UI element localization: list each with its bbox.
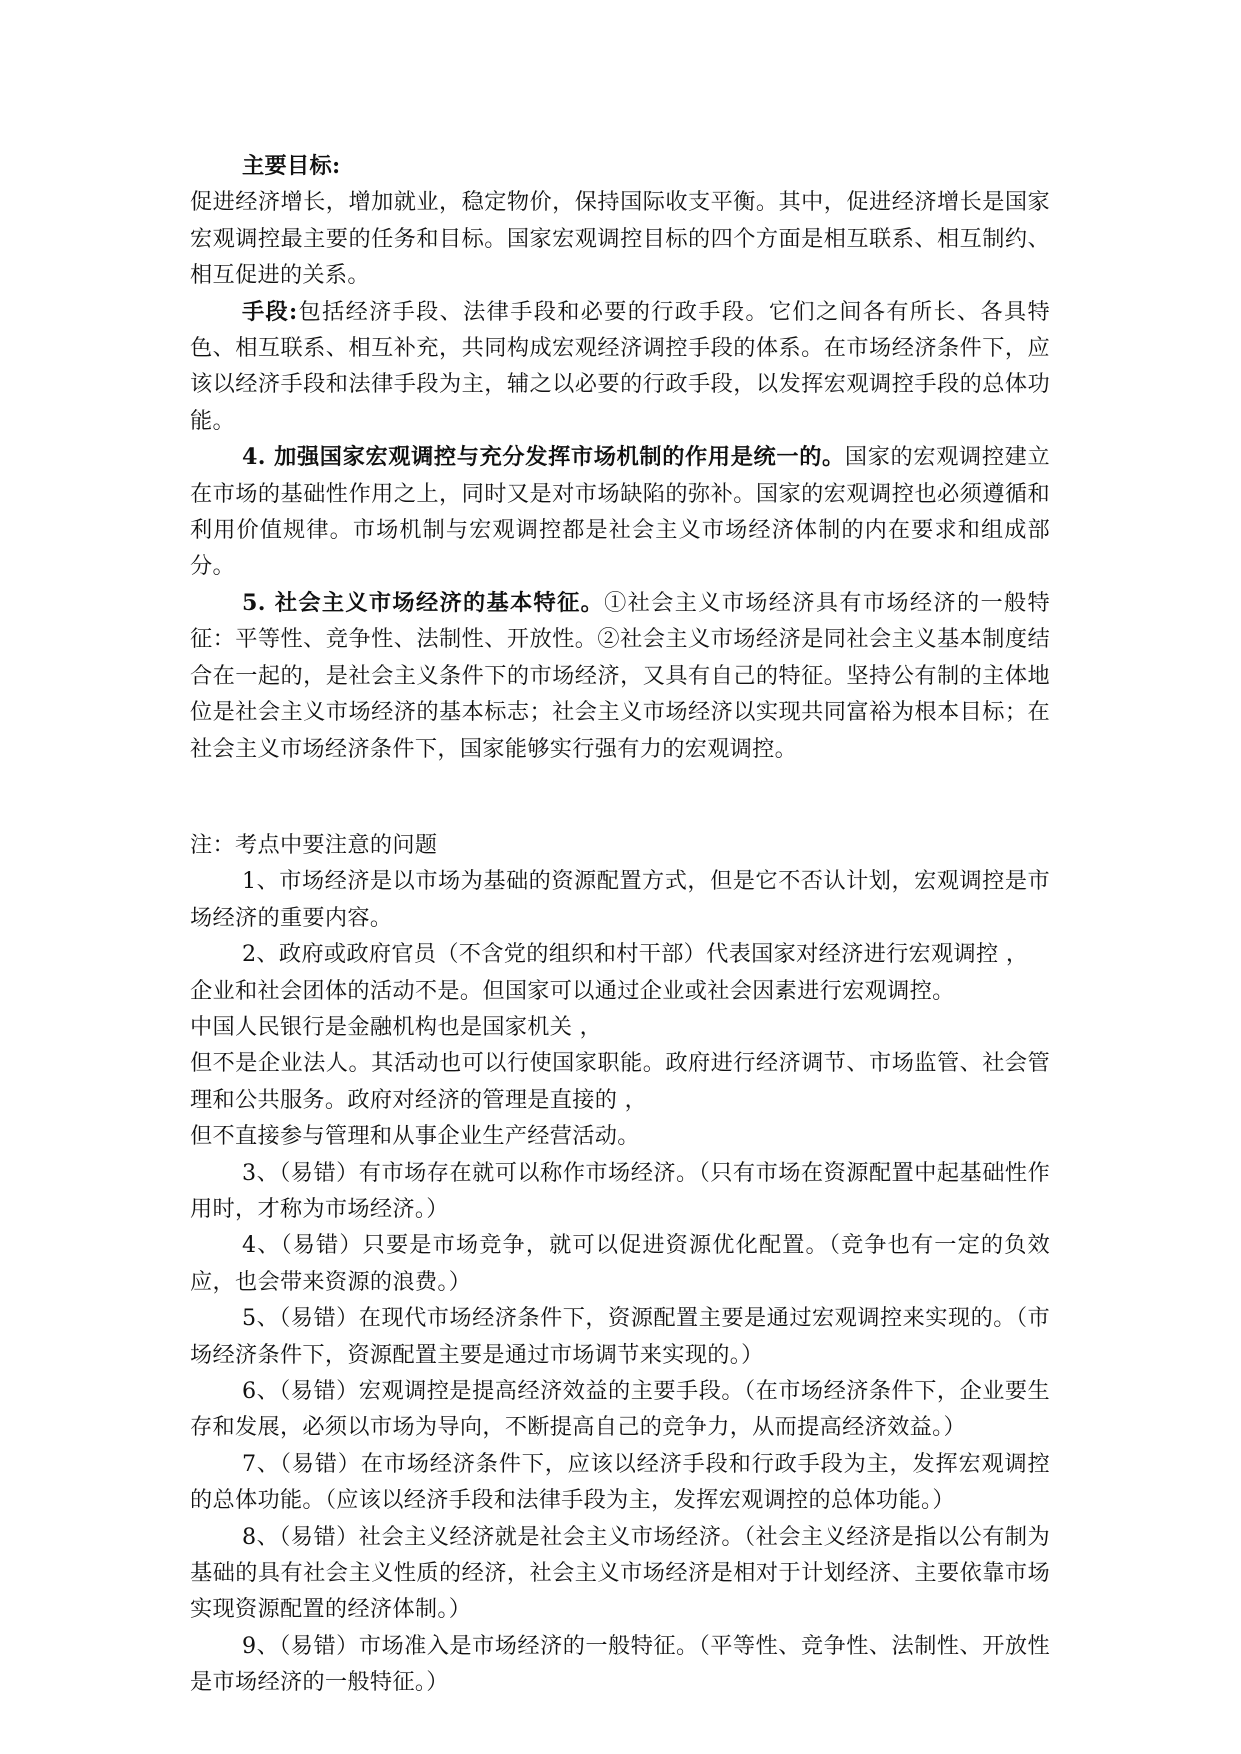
paragraph-means: [190, 294, 1050, 440]
note-heading: 注：考点中要注意的问题: [190, 831, 438, 858]
note-item-2c: 中国人民银行是金融机构也是国家机关 ，: [190, 1013, 603, 1040]
means-label: 手段:: [242, 298, 298, 325]
means-text: 包括经济手段、法律手段和必要的行政手段。它们之间各有所长、各具特色、相互联系、相互补充，共同构成宏观经济调控手段的体系。在市场经济条件下，应该以经济手段和法律手段为主，辅之以必要的行政手段，以发挥宏观调控手段的总体功能。: [190, 298, 1050, 434]
paragraph-goal: 促进经济增长，增加就业，稳定物价，保持国际收支平衡。其中，促进经济增长是国家宏观调控最主要的任务和目标。国家宏观调控目标的四个方面是相互联系、相互制约、相互促进的关系。: [190, 189, 1050, 289]
paragraph-point-5: [190, 585, 1050, 767]
note-item-1: 1、市场经济是以市场为基础的资源配置方式，但是它不否认计划，宏观调控是市场经济的重要内容。: [190, 868, 1050, 931]
note-item-2b: 企业和社会团体的活动不是。但国家可以通过企业或社会因素进行宏观调控。: [190, 977, 955, 1004]
point-4-text: 国家的宏观调控建立在市场的基础性作用之上，同时又是对市场缺陷的弥补。国家的宏观调控也必须遵循和利用价值规律。市场机制与宏观调控都是社会主义市场经济体制的内在要求和组成部分。: [190, 444, 1050, 580]
section-gap: [190, 767, 1050, 827]
point-4-heading: 4. 加强国家宏观调控与充分发挥市场机制的作用是统一的。: [242, 444, 845, 471]
paragraph-point-4: [190, 439, 1050, 585]
note-item-4: 4、（易错）只要是市场竞争，就可以促进资源优化配置。（竞争也有一定的负效应，也会带来资源的浪费。）: [190, 1232, 1050, 1295]
heading-main-goal: 主要目标:: [242, 153, 341, 179]
note-item-5: 5、（易错）在现代市场经济条件下，资源配置主要是通过宏观调控来实现的。（市场经济条件下，资源配置主要是通过市场调节来实现的。）: [190, 1305, 1050, 1368]
note-item-6: 6、（易错）宏观调控是提高经济效益的主要手段。（在市场经济条件下，企业要生存和发展，必须以市场为导向，不断提高自己的竞争力，从而提高经济效益。）: [190, 1378, 1050, 1441]
document-page: [190, 148, 1050, 1701]
note-item-2e: 但不直接参与管理和从事企业生产经营活动。: [190, 1123, 640, 1150]
note-item-2a: 2、政府或政府官员（不含党的组织和村干部）代表国家对经济进行宏观调控 ，: [242, 941, 1029, 968]
point-5-text: ①社会主义市场经济具有市场经济的一般特征：平等性、竞争性、法制性、开放性。②社会主义市场经济是同社会主义基本制度结合在一起的，是社会主义条件下的市场经济，又具有自己的特征。坚持公有制的主体地位是社会主义市场经济的基本标志；社会主义市场经济以实现共同富裕为根本目标；在社会主义市场经济条件下，国家能够实行强有力的宏观调控。: [190, 589, 1050, 762]
note-item-8: 8、（易错）社会主义经济就是社会主义市场经济。（社会主义经济是指以公有制为基础的具有社会主义性质的经济，社会主义市场经济是相对于计划经济、主要依靠市场实现资源配置的经济体制。）: [190, 1523, 1050, 1623]
point-5-heading: 5. 社会主义市场经济的基本特征。: [242, 589, 605, 616]
note-item-3: 3、（易错）有市场存在就可以称作市场经济。（只有市场在资源配置中起基础性作用时，才称为市场经济。）: [190, 1159, 1050, 1222]
note-item-2d: 但不是企业法人。其活动也可以行使国家职能。政府进行经济调节、市场监管、社会管理和公共服务。政府对经济的管理是直接的 ，: [190, 1050, 1050, 1113]
note-item-9: 9、（易错）市场准入是市场经济的一般特征。（平等性、竞争性、法制性、开放性是市场经济的一般特征。）: [190, 1632, 1050, 1696]
note-item-7: 7、（易错）在市场经济条件下，应该以经济手段和行政手段为主，发挥宏观调控的总体功能。（应该以经济手段和法律手段为主，发挥宏观调控的总体功能。）: [190, 1450, 1050, 1514]
